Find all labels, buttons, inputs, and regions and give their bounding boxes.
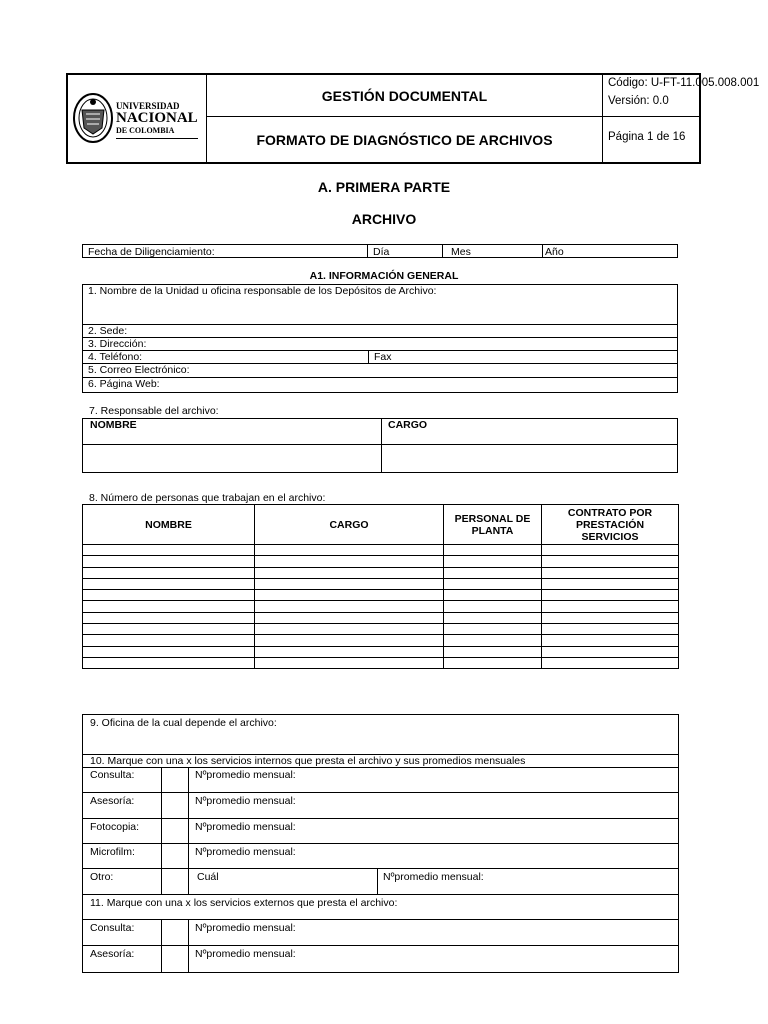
logo-line1: UNIVERSIDAD xyxy=(116,101,180,111)
codigo-label: Código: xyxy=(608,77,648,89)
q2-row[interactable] xyxy=(83,325,677,338)
codigo xyxy=(608,77,760,89)
q8-col-contrato: CONTRATO POR PRESTACIÓN SERVICIOS xyxy=(542,505,679,545)
q8-cell-cargo[interactable] xyxy=(255,578,444,589)
fecha-label: Fecha de Diligenciamiento: xyxy=(88,246,215,258)
q8-cell-contrato[interactable] xyxy=(542,612,679,623)
q8-cell-nombre[interactable] xyxy=(83,612,255,623)
page-title: GESTIÓN DOCUMENTAL xyxy=(321,88,488,104)
q10-asesoria-check[interactable] xyxy=(161,793,189,818)
q10-fotocopia-row xyxy=(83,819,678,844)
q8-cell-contrato[interactable] xyxy=(542,590,679,601)
q1-label: 1. Nombre de la Unidad u oficina responsable de los Depósitos de Archivo: xyxy=(88,285,437,297)
q11-header-row xyxy=(83,895,678,920)
pagina-total: 16 xyxy=(672,131,686,143)
logo-line3: DE COLOMBIA xyxy=(116,126,175,135)
meta-cell-top xyxy=(603,75,760,117)
table-row xyxy=(83,646,679,657)
q7-col-cargo: CARGO xyxy=(388,419,428,431)
q5-label: 5. Correo Electrónico: xyxy=(88,364,190,376)
q7-col-nombre: NOMBRE xyxy=(90,419,137,431)
q10-asesoria-row xyxy=(83,793,678,819)
q10-microfilm-check[interactable] xyxy=(161,844,189,868)
q8-cell-planta[interactable] xyxy=(444,657,542,668)
q8-cell-cargo[interactable] xyxy=(255,612,444,623)
q8-cell-cargo[interactable] xyxy=(255,635,444,646)
fecha-dia-cell[interactable] xyxy=(367,245,442,257)
logo-line2: NACIONAL xyxy=(116,110,198,126)
document-header xyxy=(66,73,760,164)
q10-otro-cual[interactable]: Cuál xyxy=(197,871,219,883)
q10-otro-row xyxy=(83,869,678,895)
q8-cell-planta[interactable] xyxy=(444,635,542,646)
q11-label: 11. Marque con una x los servicios externos que presta el archivo: xyxy=(90,897,398,909)
table-row xyxy=(83,556,679,567)
table-row xyxy=(83,624,679,635)
title-cell xyxy=(207,75,603,117)
logo-underline xyxy=(116,138,198,139)
codigo-value: U-FT-11.005.008.001 xyxy=(650,77,760,89)
q10-microfilm-row xyxy=(83,844,678,869)
q7-table xyxy=(82,418,678,473)
q6-label: 6. Página Web: xyxy=(88,378,160,390)
q5-row[interactable] xyxy=(83,364,677,378)
pagina xyxy=(608,131,699,143)
q10-fotocopia-check[interactable] xyxy=(161,819,189,843)
page-subtitle: FORMATO DE DIAGNÓSTICO DE ARCHIVOS xyxy=(256,132,553,148)
q6-row[interactable] xyxy=(83,378,677,392)
fecha-row xyxy=(82,244,678,258)
q8-cell-contrato[interactable] xyxy=(542,646,679,657)
fecha-mes-label: Mes xyxy=(451,246,471,258)
q8-col-planta: PERSONAL DE PLANTA xyxy=(444,505,542,545)
q8-cell-planta[interactable] xyxy=(444,545,542,556)
table-row xyxy=(83,590,679,601)
q4-label: 4. Teléfono: xyxy=(88,351,143,363)
q8-label: 8. Número de personas que trabajan en el archivo: xyxy=(89,492,326,504)
q8-cell-cargo[interactable] xyxy=(255,556,444,567)
version-label: Versión: xyxy=(608,95,650,107)
section-title: A. PRIMERA PARTE xyxy=(317,179,451,195)
subtitle-cell xyxy=(207,117,603,162)
q8-cell-cargo[interactable] xyxy=(255,624,444,635)
q8-cell-planta[interactable] xyxy=(444,556,542,567)
q10-otro-divider xyxy=(377,869,378,894)
table-row xyxy=(83,567,679,578)
q8-cell-planta[interactable] xyxy=(444,601,542,612)
q8-cell-cargo[interactable] xyxy=(255,601,444,612)
q11-asesoria-label: Asesoría: xyxy=(90,948,135,960)
q8-table xyxy=(82,504,679,669)
q8-cell-nombre[interactable] xyxy=(83,646,255,657)
q8-cell-planta[interactable] xyxy=(444,590,542,601)
q10-consulta-row xyxy=(83,768,678,793)
q8-cell-planta[interactable] xyxy=(444,578,542,589)
fecha-ano-label: Año xyxy=(545,246,564,258)
q8-cell-contrato[interactable] xyxy=(542,624,679,635)
q8-cell-nombre[interactable] xyxy=(83,590,255,601)
q10-otro-promedio[interactable]: Nºpromedio mensual: xyxy=(383,871,484,883)
q8-cell-nombre[interactable] xyxy=(83,578,255,589)
table-row xyxy=(83,601,679,612)
a1-table xyxy=(82,284,678,393)
q8-cell-planta[interactable] xyxy=(444,567,542,578)
q8-cell-cargo[interactable] xyxy=(255,646,444,657)
q8-cell-nombre[interactable] xyxy=(83,624,255,635)
q7-header-divider xyxy=(381,419,382,445)
q8-col-nombre: NOMBRE xyxy=(83,505,255,545)
logo-text xyxy=(116,102,206,139)
q8-cell-contrato[interactable] xyxy=(542,545,679,556)
q8-cell-contrato[interactable] xyxy=(542,567,679,578)
q8-cell-nombre[interactable] xyxy=(83,657,255,668)
q11-consulta-row xyxy=(83,920,678,946)
q8-cell-nombre[interactable] xyxy=(83,635,255,646)
q7-nombre-input[interactable] xyxy=(83,446,381,472)
q8-cell-contrato[interactable] xyxy=(542,601,679,612)
q10-otro-label: Otro: xyxy=(90,871,114,883)
services-table xyxy=(82,714,679,973)
table-row xyxy=(83,578,679,589)
q7-header-row xyxy=(83,419,677,445)
pagina-value: 1 xyxy=(647,131,654,143)
q10-label: 10. Marque con una x los servicios internos que presta el archivo y sus promedios mensuales xyxy=(90,755,526,767)
q11-consulta-check[interactable] xyxy=(161,920,189,945)
q8-cell-nombre[interactable] xyxy=(83,545,255,556)
q8-cell-contrato[interactable] xyxy=(542,635,679,646)
q11-asesoria-row xyxy=(83,946,678,972)
fecha-mes-cell[interactable] xyxy=(442,245,542,257)
q8-cell-contrato[interactable] xyxy=(542,556,679,567)
pagina-de: de xyxy=(656,131,670,143)
q8-cell-nombre[interactable] xyxy=(83,567,255,578)
q3-row[interactable] xyxy=(83,338,677,351)
fax-cell[interactable] xyxy=(368,351,677,363)
q8-cell-cargo[interactable] xyxy=(255,657,444,668)
q10-consulta-promedio[interactable]: Nºpromedio mensual: xyxy=(195,769,296,781)
q1-row[interactable] xyxy=(83,285,677,325)
table-row xyxy=(83,545,679,556)
version-value: 0.0 xyxy=(652,95,669,107)
q11-consulta-promedio[interactable]: Nºpromedio mensual: xyxy=(195,922,296,934)
q9-row[interactable] xyxy=(83,715,678,755)
q8-cell-planta[interactable] xyxy=(444,612,542,623)
logo-cell xyxy=(68,75,207,162)
q10-consulta-check[interactable] xyxy=(161,768,189,792)
section-subtitle: ARCHIVO xyxy=(351,211,417,227)
q10-header-row xyxy=(83,755,678,768)
q8-col-cargo: CARGO xyxy=(255,505,444,545)
university-seal-icon xyxy=(72,92,114,144)
q8-cell-cargo[interactable] xyxy=(255,590,444,601)
q9-label: 9. Oficina de la cual depende el archivo: xyxy=(90,717,277,729)
q11-asesoria-promedio[interactable]: Nºpromedio mensual: xyxy=(195,948,296,960)
a1-title: A1. INFORMACIÓN GENERAL xyxy=(309,270,459,282)
q8-cell-cargo[interactable] xyxy=(255,567,444,578)
q10-fotocopia-label: Fotocopia: xyxy=(90,821,140,833)
fecha-ano-cell[interactable] xyxy=(542,245,677,257)
q2-label: 2. Sede: xyxy=(88,325,128,337)
q3-label: 3. Dirección: xyxy=(88,338,147,350)
q11-consulta-label: Consulta: xyxy=(90,922,135,934)
q4-row[interactable] xyxy=(83,351,677,364)
q10-fotocopia-promedio[interactable]: Nºpromedio mensual: xyxy=(195,821,296,833)
q10-microfilm-promedio[interactable]: Nºpromedio mensual: xyxy=(195,846,296,858)
pagina-label: Página xyxy=(608,131,644,143)
q10-microfilm-label: Microfilm: xyxy=(90,846,135,858)
table-row xyxy=(83,657,679,668)
q8-cell-contrato[interactable] xyxy=(542,657,679,668)
q8-cell-contrato[interactable] xyxy=(542,578,679,589)
q10-otro-check[interactable] xyxy=(161,869,189,894)
version xyxy=(608,95,699,107)
q8-cell-cargo[interactable] xyxy=(255,545,444,556)
q10-asesoria-promedio[interactable]: Nºpromedio mensual: xyxy=(195,795,296,807)
q7-cargo-input[interactable] xyxy=(381,445,677,472)
q10-asesoria-label: Asesoría: xyxy=(90,795,135,807)
q8-cell-nombre[interactable] xyxy=(83,601,255,612)
table-row xyxy=(83,635,679,646)
q10-consulta-label: Consulta: xyxy=(90,769,135,781)
q8-cell-planta[interactable] xyxy=(444,624,542,635)
q7-label: 7. Responsable del archivo: xyxy=(89,405,219,417)
table-row xyxy=(83,612,679,623)
meta-cell-bottom xyxy=(603,117,699,162)
q8-cell-nombre[interactable] xyxy=(83,556,255,567)
q8-cell-planta[interactable] xyxy=(444,646,542,657)
q11-asesoria-check[interactable] xyxy=(161,946,189,972)
fecha-dia-label: Día xyxy=(373,246,390,258)
fax-label: Fax xyxy=(374,351,392,363)
